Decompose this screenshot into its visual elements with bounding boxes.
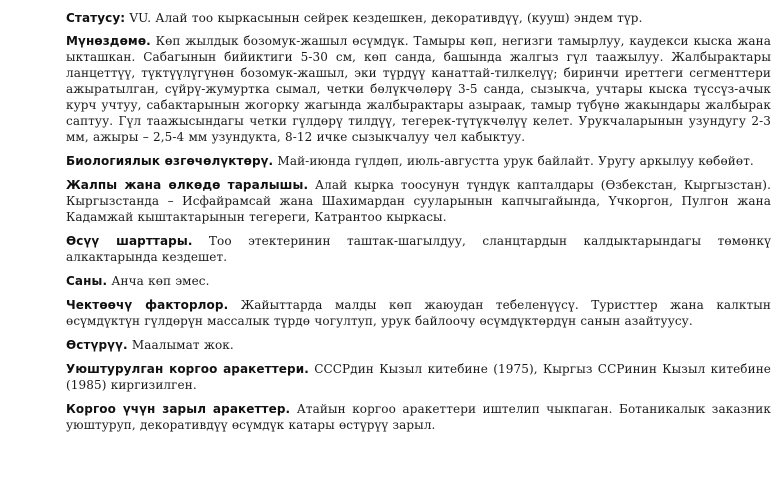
distribution-paragraph bbox=[66, 177, 771, 225]
required-actions-paragraph bbox=[66, 401, 771, 433]
habitat-paragraph bbox=[66, 233, 771, 265]
distribution-label: Жалпы жана өлкөдө таралышы. bbox=[66, 178, 309, 192]
cultivation-label: Өстүрүү. bbox=[66, 338, 128, 352]
protection-measures-text: СССРдин Кызыл китебине (1975), Кыргыз ССРинин Кызыл китебине (1985) киргизилген. bbox=[66, 362, 771, 392]
status-paragraph bbox=[66, 10, 771, 26]
cultivation-text: Маалымат жок. bbox=[127, 338, 234, 352]
abundance-paragraph bbox=[66, 273, 771, 289]
distribution-text: Алай кырка тоосунун түндүк капталдары (Өзбекстан, Кыргызстан). Кыргызстанда – Исфайрамсай жана Шахимардан сууларынын капчыгайында, Үчкоргон, Пулгон жана Кадамжай кыштактарынын тегереги, Катрантоо кыркасы. bbox=[66, 178, 771, 224]
description-paragraph bbox=[66, 33, 771, 145]
limiting-factors-text: Жайыттарда малды көп жаюудан тебеленүүсү. Туристтер жана калктын өсүмдүктүн гүлдөрүн массалык түрдө чогултуп, урук байлоочу өсүмдүктөрдүн санын азайтуусу. bbox=[66, 298, 771, 328]
required-actions-label: Коргоо үчүн зарыл аракеттер. bbox=[66, 402, 291, 416]
protection-measures-label: Уюштурулган коргоо аракеттери. bbox=[66, 362, 309, 376]
description-label: Мүнөздөмө. bbox=[66, 34, 151, 48]
habitat-label: Өсүү шарттары. bbox=[66, 234, 193, 248]
abundance-text: Анча көп эмес. bbox=[107, 274, 210, 288]
description-text: Көп жылдык бозомук-жашыл өсүмдүк. Тамыры көп, негизги тамырлуу, каудекси кыска жана ыкташкан. Сабагынын бийиктиги 5-30 см, көп санда, башында жалгыз гүл таажылуу. Жалбырактары ланцеттүү, түктүүлүгүнөн бозомук-жашыл, эки түрдүү канаттай-тилкелүү; биринчи иреттеги сегменттери ажыратылган, сүйрү-жумуртка сымал, четки бөлүкчөлөрү 3-5 санда, сызыкча, учтары кыска түссүз-ачык курч учтуу, сабактарынын жогорку жагында жалбырактары азыраак, тамыр түбүнө жакындары жалбырак саптуу. Гүл таажысындагы четки гүлдөрү тилдүү, тегерек-түтүкчөлүү келет. Урукчаларынын узундугу 2-3 мм, ажыры – 2,5-4 мм узундукта, 8-12 ичке сызыкчалуу чел кабыктуу. bbox=[66, 34, 771, 144]
required-actions-text: Атайын коргоо аракеттери иштелип чыкпаган. Ботаникалык заказник уюштуруп, декоративдүү өсүмдүк катары өстүрүү зарыл. bbox=[66, 402, 771, 432]
limiting-factors-paragraph bbox=[66, 297, 771, 329]
status-label: Статусу: bbox=[66, 11, 126, 25]
habitat-text: Тоо этектеринин таштак-шагылдуу, сланцтардын калдыктарындагы төмөнкү алкактарында кездешет. bbox=[66, 234, 771, 264]
biology-paragraph bbox=[66, 153, 771, 169]
cultivation-paragraph bbox=[66, 337, 771, 353]
biology-label: Биологиялык өзгөчөлүктөрү. bbox=[66, 154, 274, 168]
protection-measures-paragraph bbox=[66, 361, 771, 393]
limiting-factors-label: Чектөөчү факторлор. bbox=[66, 298, 229, 312]
status-text: VU. Алай тоо кыркасынын сейрек кездешкен, декоративдүү, (кууш) эндем түр. bbox=[125, 11, 643, 25]
abundance-label: Саны. bbox=[66, 274, 108, 288]
biology-text: Май-июнда гүлдөп, июль-августта урук байлайт. Уругу аркылуу көбөйөт. bbox=[273, 154, 754, 168]
